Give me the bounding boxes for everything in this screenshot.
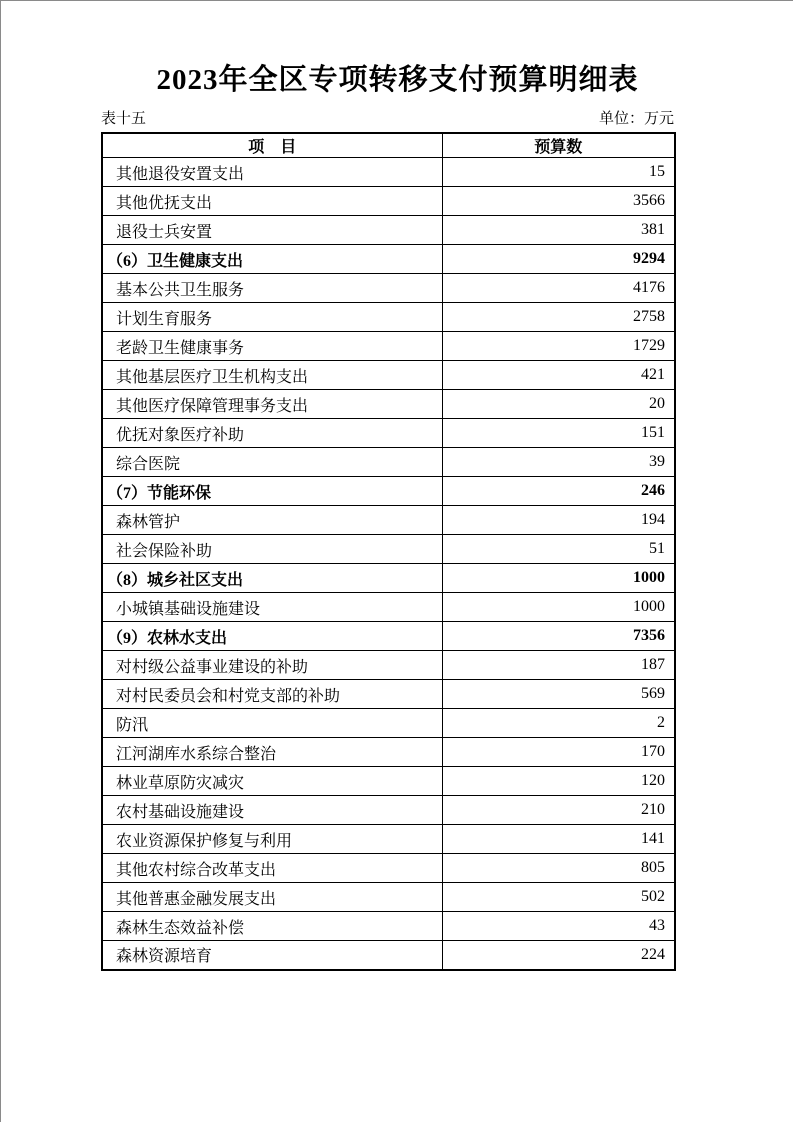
value-cell: 187 xyxy=(442,651,675,680)
value-cell: 1729 xyxy=(442,332,675,361)
value-cell: 1000 xyxy=(442,593,675,622)
item-cell: 森林资源培育 xyxy=(102,941,442,970)
table-row xyxy=(102,419,675,448)
item-cell: 基本公共卫生服务 xyxy=(102,274,442,303)
item-cell: 对村级公益事业建设的补助 xyxy=(102,651,442,680)
value-cell: 4176 xyxy=(442,274,675,303)
column-header-value: 预算数 xyxy=(442,133,675,158)
item-cell: 对村民委员会和村党支部的补助 xyxy=(102,680,442,709)
table-row xyxy=(102,332,675,361)
item-cell: 其他退役安置支出 xyxy=(102,158,442,187)
value-cell: 2758 xyxy=(442,303,675,332)
value-cell: 381 xyxy=(442,216,675,245)
item-cell: 农村基础设施建设 xyxy=(102,796,442,825)
table-row xyxy=(102,564,675,593)
item-cell: 综合医院 xyxy=(102,448,442,477)
table-row xyxy=(102,796,675,825)
value-cell: 569 xyxy=(442,680,675,709)
item-cell: 其他普惠金融发展支出 xyxy=(102,883,442,912)
table-row xyxy=(102,709,675,738)
value-cell: 2 xyxy=(442,709,675,738)
table-row xyxy=(102,593,675,622)
value-cell: 141 xyxy=(442,825,675,854)
item-cell: 优抚对象医疗补助 xyxy=(102,419,442,448)
item-cell: 农业资源保护修复与利用 xyxy=(102,825,442,854)
item-cell: （9）农林水支出 xyxy=(102,622,442,651)
table-row xyxy=(102,448,675,477)
table-row xyxy=(102,912,675,941)
table-row xyxy=(102,854,675,883)
value-cell: 39 xyxy=(442,448,675,477)
value-cell: 43 xyxy=(442,912,675,941)
table-row xyxy=(102,941,675,970)
table-row xyxy=(102,738,675,767)
header-row xyxy=(102,133,675,158)
page-title: 2023年全区专项转移支付预算明细表 xyxy=(156,64,639,96)
value-cell: 210 xyxy=(442,796,675,825)
table-meta xyxy=(101,110,674,129)
item-cell: 社会保险补助 xyxy=(102,535,442,564)
value-cell: 20 xyxy=(442,390,675,419)
table-row xyxy=(102,361,675,390)
value-cell: 7356 xyxy=(442,622,675,651)
item-cell: 森林生态效益补偿 xyxy=(102,912,442,941)
value-cell: 502 xyxy=(442,883,675,912)
value-cell: 151 xyxy=(442,419,675,448)
table-row xyxy=(102,651,675,680)
value-cell: 51 xyxy=(442,535,675,564)
budget-table xyxy=(101,132,676,971)
item-cell: 计划生育服务 xyxy=(102,303,442,332)
item-cell: （8）城乡社区支出 xyxy=(102,564,442,593)
table-row xyxy=(102,767,675,796)
item-cell: 防汛 xyxy=(102,709,442,738)
table-number-label: 表十五 xyxy=(101,111,147,127)
item-cell: 其他基层医疗卫生机构支出 xyxy=(102,361,442,390)
value-cell: 120 xyxy=(442,767,675,796)
value-cell: 15 xyxy=(442,158,675,187)
table-row xyxy=(102,245,675,274)
table-row xyxy=(102,535,675,564)
table-row xyxy=(102,274,675,303)
item-cell: 森林管护 xyxy=(102,506,442,535)
value-cell: 246 xyxy=(442,477,675,506)
unit-label: 单位：万元 xyxy=(598,111,674,127)
table-row xyxy=(102,622,675,651)
document-page xyxy=(1,57,793,971)
item-cell: 退役士兵安置 xyxy=(102,216,442,245)
value-cell: 170 xyxy=(442,738,675,767)
column-header-item: 项 目 xyxy=(102,133,442,158)
item-cell: （7）节能环保 xyxy=(102,477,442,506)
item-cell: 老龄卫生健康事务 xyxy=(102,332,442,361)
item-cell: 林业草原防灾减灾 xyxy=(102,767,442,796)
item-cell: （6）卫生健康支出 xyxy=(102,245,442,274)
table-row xyxy=(102,187,675,216)
table-row xyxy=(102,477,675,506)
item-cell: 江河湖库水系综合整治 xyxy=(102,738,442,767)
table-row xyxy=(102,158,675,187)
table-row xyxy=(102,303,675,332)
table-row xyxy=(102,506,675,535)
table-row xyxy=(102,680,675,709)
item-cell: 其他优抚支出 xyxy=(102,187,442,216)
table-row xyxy=(102,390,675,419)
item-cell: 其他医疗保障管理事务支出 xyxy=(102,390,442,419)
value-cell: 421 xyxy=(442,361,675,390)
item-cell: 其他农村综合改革支出 xyxy=(102,854,442,883)
value-cell: 805 xyxy=(442,854,675,883)
table-row xyxy=(102,825,675,854)
value-cell: 3566 xyxy=(442,187,675,216)
value-cell: 224 xyxy=(442,941,675,970)
item-cell: 小城镇基础设施建设 xyxy=(102,593,442,622)
table-row xyxy=(102,883,675,912)
table-row xyxy=(102,216,675,245)
value-cell: 194 xyxy=(442,506,675,535)
value-cell: 9294 xyxy=(442,245,675,274)
value-cell: 1000 xyxy=(442,564,675,593)
